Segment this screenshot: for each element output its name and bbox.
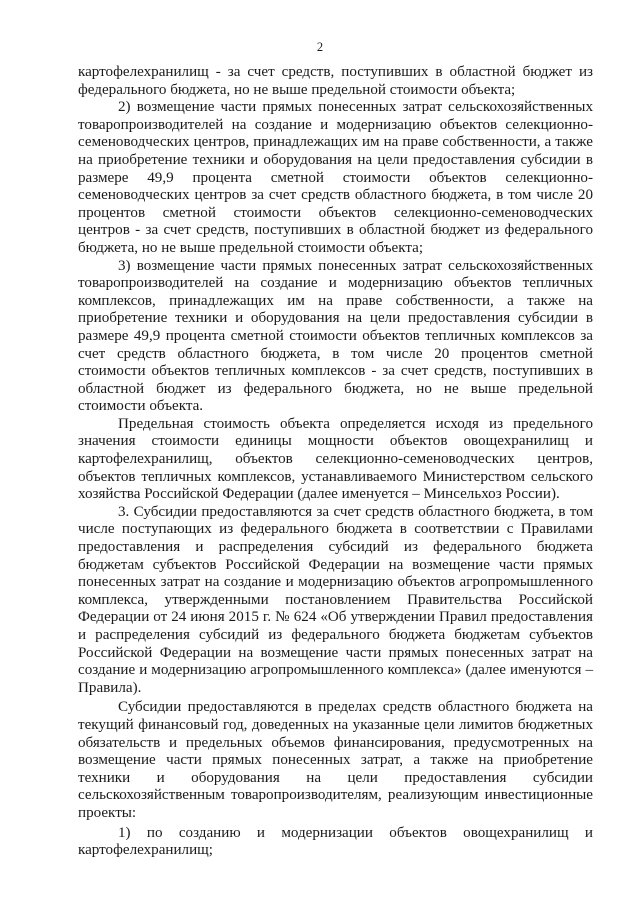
paragraph-item-2: 2) возмещение части прямых понесенных затрат сельскохозяйственных товаропроизводителей на создание и модернизацию объектов селекционно-семеноводческих центров, принадлежащих им на праве собственности, а также на приобретение техники и оборудования на цели предоставления субсидии в размере 49,9 процента сметной стоимости объектов селекционно-семеноводческих центров за счет средств областного бюджета, в том числе 20 процентов сметной стоимости объектов селекционно-семеноводческих центров - за счет средств, поступивших в областной бюджет из федерального бюджета, но не выше предельной стоимости объекта; [78,99,593,256]
paragraph-max-cost: Предельная стоимость объекта определяется исходя из предельного значения стоимости единицы мощности объектов овощехранилищ и картофелехранилищ, объектов селекционно-семеноводческих центров, объектов тепличных комплексов, устанавливаемого Министерством сельского хозяйства Российской Федерации (далее именуется – Минсельхоз России). [78,415,593,503]
paragraph-subsidy-limits: Субсидии предоставляются в пределах средств областного бюджета на текущий финансовый год, доведенных на указанные цели лимитов бюджетных обязательств и предельных объемов финансирования, предусмотренных на возмещение части прямых понесенных затрат, а также на приобретение техники и оборудования на цели предоставления субсидии сельскохозяйственным товаропроизводителям, реализующим инвестиционные проекты: [78,699,593,821]
document-body [78,64,593,860]
paragraph-continuation: картофелехранилищ - за счет средств, поступивших в областной бюджет из федерального бюджета, но не выше предельной стоимости объекта; [78,64,593,98]
paragraph-section-3: 3. Субсидии предоставляются за счет средств областного бюджета, в том числе поступающих из федерального бюджета в соответствии с Правилами предоставления и распределения субсидий из федерального бюджета бюджетам субъектов Российской Федерации на возмещение части прямых понесенных затрат на создание и модернизацию объектов агропромышленного комплекса, утвержденными постановлением Правительства Российской Федерации от 24 июня 2015 г. № 624 «Об утверждении Правил предоставления и распределения субсидий из федерального бюджета бюджетам субъектов Российской Федерации на возмещение части прямых понесенных затрат на создание и модернизацию агропромышленного комплекса» (далее именуются – Правила). [78,503,593,696]
page-number: 2 [316,40,324,54]
paragraph-item-3: 3) возмещение части прямых понесенных затрат сельскохозяйственных товаропроизводителей на создание и модернизацию объектов тепличных комплексов, принадлежащих им на праве собственности, а также на приобретение техники и оборудования на цели предоставления субсидии в размере 49,9 процента сметной стоимости объектов тепличных комплексов за счет средств областного бюджета, в том числе 20 процентов сметной стоимости объектов тепличных комплексов - за счет средств, поступивших в областной бюджет из федерального бюджета, но не выше предельной стоимости объекта. [78,257,593,415]
paragraph-list-item-1: 1) по созданию и модернизации объектов овощехранилищ и картофелехранилищ; [78,824,593,859]
